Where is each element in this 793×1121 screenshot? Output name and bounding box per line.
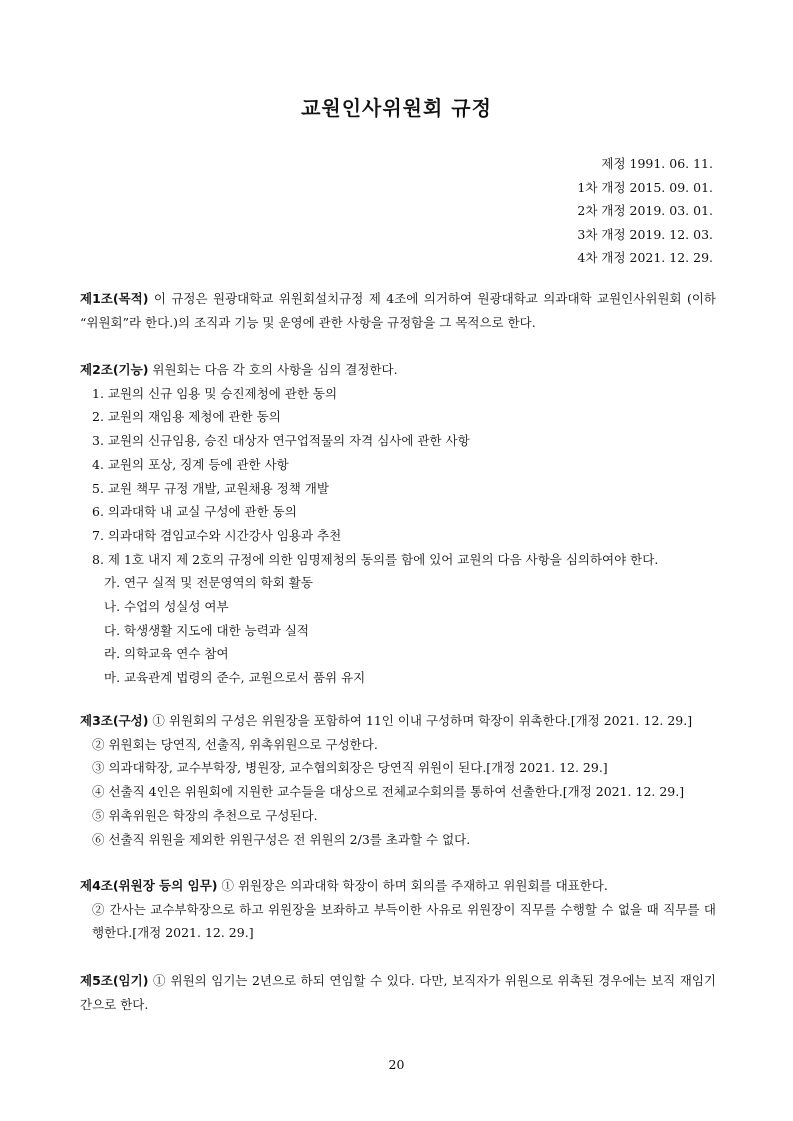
list-item: ⑥ 선출직 위원을 제외한 위원구성은 전 위원의 2/3를 초과할 수 없다. [92,831,471,847]
list-item: ③ 의과대학장, 교수부학장, 병원장, 교수협의회장은 당연직 위원이 된다.[개정 2021. 12. 29.] [92,760,608,776]
article-1-heading: 제1조(목적) [80,291,149,306]
list-item: 7. 의과대학 겸임교수와 시간강사 임용과 추천 [92,527,342,543]
list-item: ④ 선출직 4인은 위원회에 지원한 교수들을 대상으로 전체교수회의를 통하여 선출한다.[개정 2021. 12. 29.] [92,784,685,800]
article-1 [80,287,716,334]
article-3 [80,709,716,851]
revision-history [577,152,713,270]
page-number: 20 [388,1057,405,1072]
list-item: 6. 의과대학 내 교실 구성에 관한 동의 [92,504,297,520]
revision-line: 제정 1991. 06. 11. [601,156,713,171]
article-1-text: 이 규정은 원광대학교 위원회설치규정 제 4조에 의거하여 원광대학교 의과대학 교원인사위원회 (이하 “위원회”라 한다.)의 조직과 기능 및 운영에 관한 사항을 규정함을 그 목적으로 한다. [80,291,716,330]
article-2 [80,358,716,690]
article-4 [80,874,716,945]
sub-list-item: 라. 의학교육 연수 참여 [104,646,229,662]
article-5 [80,969,716,1016]
article-5-heading: 제5조(임기) [80,973,149,988]
article-2-heading: 제2조(기능) [80,362,149,377]
revision-line: 3차 개정 2019. 12. 03. [577,226,713,242]
article-4-text: ① 위원장은 의과대학 학장이 하며 회의를 주재하고 위원회를 대표한다. [217,878,608,893]
list-item: 1. 교원의 신규 임용 및 승진제청에 관한 동의 [92,385,338,401]
sub-list-item: 마. 교육관계 법령의 준수, 교원으로서 품위 유지 [104,670,366,686]
article-3-text: ① 위원회의 구성은 위원장을 포함하여 11인 이내 구성하며 학장이 위촉한다.[개정 2021. 12. 29.] [148,713,693,728]
revision-line: 1차 개정 2015. 09. 01. [577,179,713,195]
revision-line: 4차 개정 2021. 12. 29. [577,250,713,265]
list-item: 3. 교원의 신규임용, 승진 대상자 연구업적물의 자격 심사에 관한 사항 [92,433,470,449]
sub-list-item: 가. 연구 실적 및 전문영역의 학회 활동 [104,575,313,591]
list-item: ⑤ 위촉위원은 학장의 추천으로 구성된다. [92,807,318,823]
article-3-heading: 제3조(구성) [80,713,149,728]
list-item: 5. 교원 책무 규정 개발, 교원채용 정책 개발 [92,480,329,496]
document-title: 교원인사위원회 규정 [301,96,492,120]
sub-list-item: 나. 수업의 성실성 여부 [104,599,229,615]
list-item: ② 위원회는 당연직, 선출직, 위촉위원으로 구성한다. [92,736,378,752]
sub-list-item: 다. 학생생활 지도에 대한 능력과 실적 [104,622,309,638]
list-item: 8. 제 1호 내지 제 2호의 규정에 의한 임명제청의 동의를 함에 있어 교원의 다음 사항을 심의하여야 한다. [92,551,659,567]
revision-line: 2차 개정 2019. 03. 01. [577,203,713,218]
article-5-text: ① 위원의 임기는 2년으로 하되 연임할 수 있다. 다만, 보직자가 위원으로 위촉된 경우에는 보직 재임기간으로 한다. [80,973,716,1012]
list-item: 2. 교원의 재임용 제청에 관한 동의 [92,409,281,425]
article-4-heading: 제4조(위원장 등의 임무) [80,878,218,893]
list-item: ② 간사는 교수부학장으로 하고 위원장을 보좌하고 부득이한 사유로 위원장이 직무를 수행할 수 없을 때 직무를 대행한다.[개정 2021. 12. 29.] [92,901,716,941]
article-2-text: 위원회는 다음 각 호의 사항을 심의 결정한다. [148,362,398,377]
list-item: 4. 교원의 포상, 징계 등에 관한 사항 [92,456,289,472]
